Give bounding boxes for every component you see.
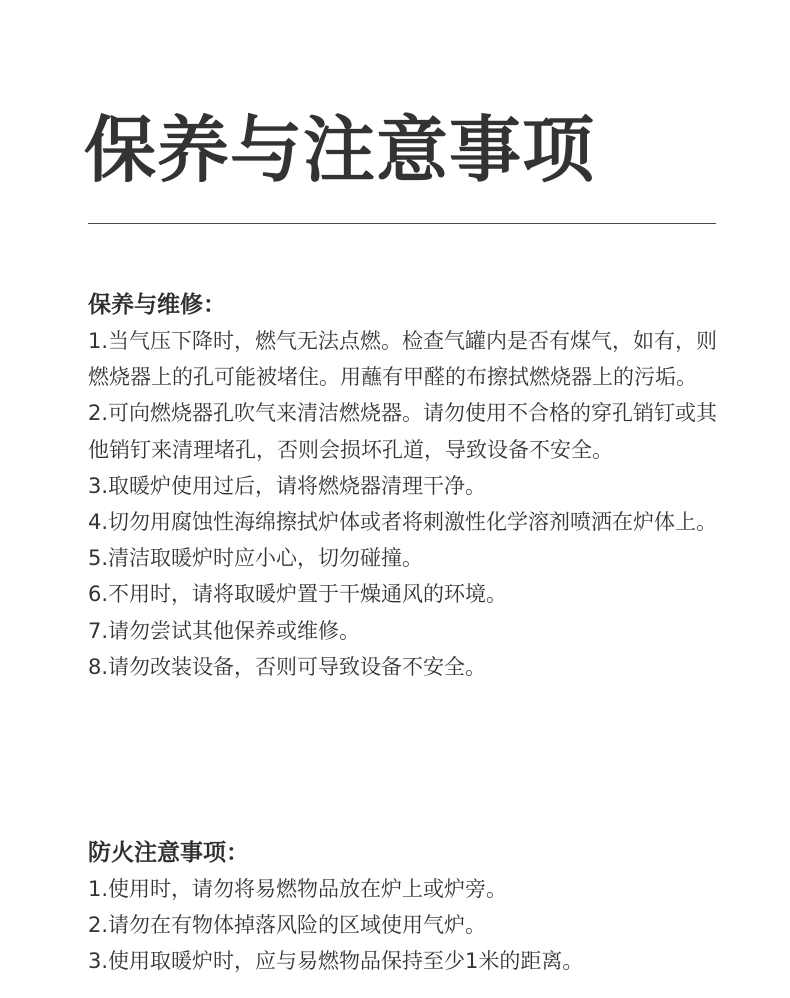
maintenance-item: 1.当气压下降时，燃气无法点燃。检查气罐内是否有煤气，如有，则燃烧器上的孔可能被堵住。用蘸有甲醛的布擦拭燃烧器上的污垢。 [88, 329, 718, 390]
maintenance-list [88, 323, 728, 685]
maintenance-section [88, 287, 728, 685]
fire-safety-section [88, 835, 728, 980]
maintenance-item: 3.取暖炉使用过后，请将燃烧器清理干净。 [88, 473, 487, 498]
fire-safety-list [88, 871, 728, 980]
title-divider [88, 223, 716, 224]
page-title: 保养与注意事项 [84, 108, 596, 192]
maintenance-item: 6.不用时，请将取暖炉置于干燥通风的环境。 [88, 582, 508, 607]
fire-safety-item: 2.请勿在有物体掉落风险的区域使用气炉。 [88, 913, 487, 938]
maintenance-heading: 保养与维修： [88, 292, 226, 318]
fire-safety-item: 1.使用时，请勿将易燃物品放在炉上或炉旁。 [88, 877, 508, 901]
maintenance-item: 8.请勿改装设备，否则可导致设备不安全。 [88, 654, 487, 679]
maintenance-item: 5.清洁取暖炉时应小心，切勿碰撞。 [88, 546, 424, 571]
maintenance-item: 2.可向燃烧器孔吹气来清洁燃烧器。请勿使用不合格的穿孔销钉或其他销钉来清理堵孔，否则会损坏孔道，导致设备不安全。 [88, 401, 718, 462]
maintenance-item: 4.切勿用腐蚀性海绵擦拭炉体或者将刺激性化学溶剂喷洒在炉体上。 [88, 510, 718, 535]
fire-safety-heading: 防火注意事项： [88, 840, 249, 866]
fire-safety-item: 3.使用取暖炉时，应与易燃物品保持至少1米的距离。 [88, 949, 584, 974]
maintenance-item: 7.请勿尝试其他保养或维修。 [88, 618, 361, 643]
